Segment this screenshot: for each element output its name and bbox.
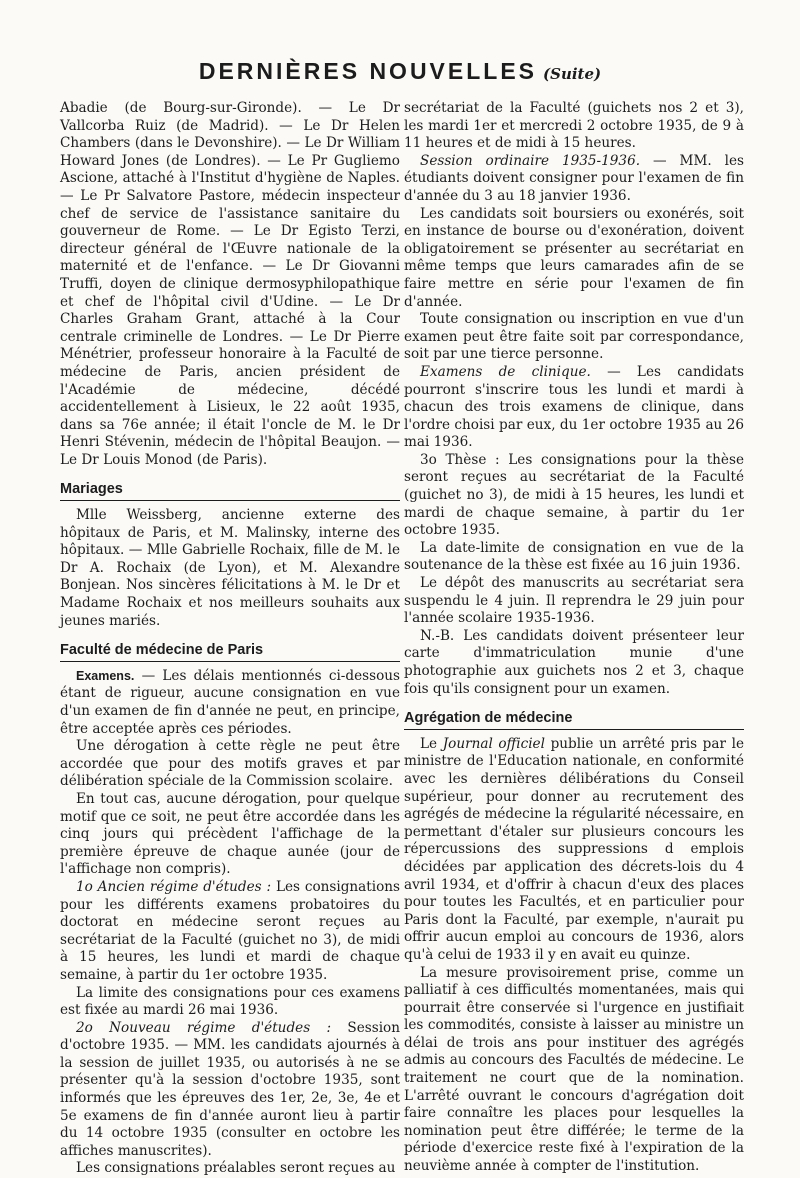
these-label: 3o Thèse : — [420, 451, 500, 468]
tout-cas-paragraph: En tout cas, aucune dérogation, pour quelque motif que ce soit, ne peut être accordée dans les cinq jours qui précèdent l'affichage de la première épreuve de chaque aunée (jour de l'affichage non compris). — [60, 790, 400, 878]
journal-label: Journal officiel — [442, 735, 545, 752]
boursiers-paragraph: Les candidats soit boursiers ou exonérés, soit en instance de bourse ou d'exonération, doivent obligatoirement se présenter au secrétariat en même temps que leurs camarades afin de se faire mettre en série pour l'examen de fin d'année. — [404, 205, 744, 310]
clinique-text: — Les candidats pourront s'inscrire tous les lundi et mardi à chacun des trois examens de clinique, dans l'ordre choisi par eux, du 1er octobre 1935 au 26 mai 1936. — [404, 363, 745, 451]
agregation-heading: Agrégation de médecine — [404, 710, 744, 730]
secretariat-paragraph: secrétariat de la Faculté (guichets nos 2 et 3), les mardi 1er et mercredi 2 octobre 1935, de 9 à 11 heures et de midi à 15 heures. — [404, 100, 744, 152]
prealables-paragraph: Les consignations préalables seront reçues au — [76, 1160, 396, 1177]
clinique-paragraph — [404, 364, 744, 452]
depot-paragraph: Le dépôt des manuscrits au secrétariat sera suspendu le 4 juin. Il reprendra le 29 juin pour l'année scolaire 1935-1936. — [404, 575, 744, 627]
clinique-label: Examens de clinique. — [420, 363, 591, 380]
ancien-regime-paragraph — [60, 879, 400, 985]
nouveau-regime-paragraph — [60, 1020, 400, 1161]
journal-text: publie un arrêté pris par le ministre de l'Education nationale, en conformité avec les dernières délibérations du Conseil supérieur, pour donner au recrutement des agrégés de médecine la régularité nécessaire, en permettant d'étaler sur plusieurs concours les répercussions des suppressions d emplois décidées par application des décrets-lois du 4 avril 1934, et d'offrir à chacun d'eux des places pour toutes les Facultés, et en particulier pour Paris dont la Faculté, par exemple, n'aurait pu offrir aucun emploi au concours de 1936, alors qu'à celui de 1933 il y en avait eu quinze. — [404, 735, 744, 963]
mariages-heading: Mariages — [60, 481, 400, 501]
session-label: Session ordinaire 1935-1936. — [420, 152, 641, 169]
masthead-title: DERNIÈRES NOUVELLES — [198, 58, 538, 84]
examens-text: — Les délais mentionnés ci-dessous étant de rigueur, aucune consignation en vue d'un examen de fin d'année ne peut, en principe, être acceptée après ces périodes. — [60, 667, 400, 737]
examens-lead: Examens. — [76, 668, 135, 683]
obituary-paragraph: Abadie (de Bourg-sur-Gironde). — Le Dr Vallcorba Ruiz (de Madrid). — Le Dr Helen Chambers (dans le Devonshire). — Le Dr William Howard Jones (de Londres). — Le Pr Gugliemo Ascione, attaché à l'Institut d'hygiène de Naples. — Le Pr Salvatore Pastore, médecin inspecteur chef de service de l'assistance sanitaire du gouverneur de Rome. — Le Dr Egisto Terzi, directeur général de l'Œuvre nationale de la maternité et de l'enfance. — Le Dr Giovanni Truffi, doyen de clinique dermosyphilopathique et chef de l'hôpital civil d'Udine. — Le Dr Charles Graham Grant, attaché à la Cour centrale criminelle de Londres. — Le Dr Pierre Ménétrier, professeur honoraire à la Faculté de médecine de Paris, ancien président de l'Académie de médecine, décédé accidentellement à Lisieux, le 22 août 1935, dans sa 76e année; il était l'oncle de M. le Dr Henri Stévenin, médecin de l'hôpital Beaujon. — Le Dr Louis Monod (de Paris). — [60, 100, 400, 468]
faculte-heading: Faculté de médecine de Paris — [60, 642, 400, 662]
derogation-paragraph: Une dérogation à cette règle ne peut être accordée que pour des motifs graves et par délibération spéciale de la Commission scolaire. — [60, 738, 400, 790]
these-paragraph — [404, 452, 744, 540]
right-column — [404, 100, 744, 1176]
date-limite-paragraph: La date-limite de consignation en vue de la soutenance de la thèse est fixée au 16 juin 1936. — [404, 539, 744, 574]
examens-paragraph — [60, 668, 400, 738]
mariages-paragraph: Mlle Weissberg, ancienne externe des hôpitaux de Paris, et M. Malinsky, interne des hôpitaux. — Mlle Gabrielle Rochaix, fille de M. le Dr A. Rochaix (de Lyon), et M. Alexandre Bonjean. Nos sincères félicitations à M. le Dr et Madame Rochaix et nos meilleurs souhaits aux jeunes mariés. — [60, 507, 400, 629]
these-text: Les consignations pour la thèse seront reçues au secrétariat de la Faculté (guichet no 3), de midi à 15 heures, les lundi et mardi de chaque semaine, à partir du 1er octobre 1935. — [404, 451, 744, 539]
left-column — [60, 100, 400, 1178]
mesure-paragraph: La mesure provisoirement prise, comme un palliatif à ces difficultés momentanées, mais qui pourrait être conservée si l'urgence en justifiait les commodités, consiste à laisser au ministre un délai de trois ans pour instituer des agrégés admis au concours des Facultés de médecine. Le traitement ne court que de la nomination. L'arrêté ouvrant le concours d'agrégation doit faire connaître les places pour lesquelles la nomination peut être différée; le terme de la période d'exercice reste fixé à l'expiration de la neuvième année à compter de l'institution. — [404, 964, 744, 1175]
limite-paragraph: La limite des consignations pour ces examens est fixée au mardi 26 mai 1936. — [60, 984, 400, 1019]
nouveau-regime-label: 2o Nouveau régime d'études : — [76, 1019, 332, 1036]
toute-consignation-paragraph: Toute consignation ou inscription en vue d'un examen peut être faite soit par correspondance, soit par une tierce personne. — [404, 311, 744, 363]
nb-paragraph: N.-B. Les candidats doivent présenteer leur carte d'immatriculation munie d'une photographie aux guichets nos 2 et 3, chaque fois qu'ils consignent pour un examen. — [404, 627, 744, 697]
masthead-suite: (Suite) — [543, 65, 602, 83]
journal-paragraph — [404, 736, 744, 965]
masthead — [0, 58, 800, 85]
ancien-regime-label: 1o Ancien régime d'études : — [76, 878, 272, 895]
nouveau-regime-text: Session d'octobre 1935. — MM. les candidats ajournés à la session de juillet 1935, ou autorisés à ne se présenter qu'à la session d'octobre 1935, sont informés que les épreuves des 1er, 2e, 3e, 4e et 5e examens de fin d'année auront lieu à partir du 14 octobre 1935 (consulter en octobre les affiches manuscrites). — [60, 1019, 400, 1159]
journal-pre: Le — [420, 735, 443, 752]
session-text: — MM. les étudiants doivent consigner pour l'examen de fin d'année du 3 au 18 janvier 1936. — [404, 152, 744, 204]
ancien-regime-text: Les consignations pour les différents examens probatoires du doctorat en médecine seront reçues au secrétariat de la Faculté (guichet no 3), de midi à 15 heures, les lundi et mardi de chaque semaine, à partir du 1er octobre 1935. — [60, 878, 400, 983]
session-paragraph — [404, 153, 744, 206]
